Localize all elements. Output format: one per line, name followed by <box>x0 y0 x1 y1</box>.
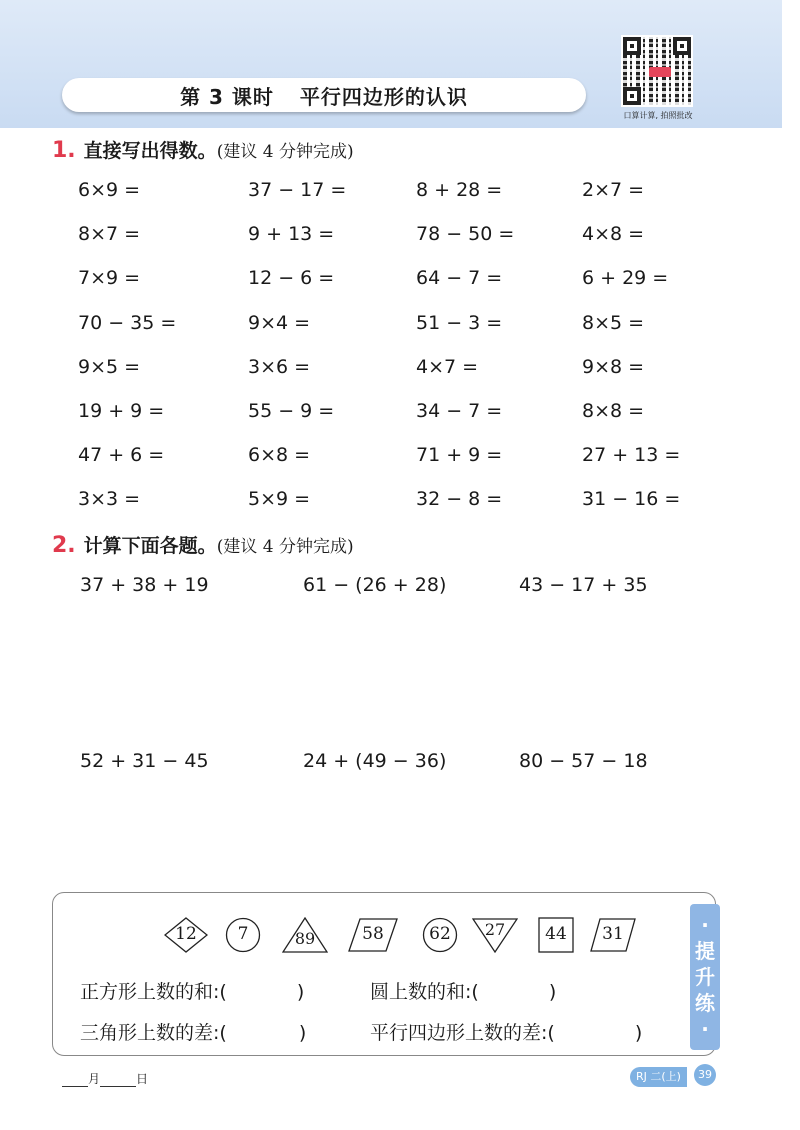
oral-item: 64 − 7 = <box>416 267 503 290</box>
oral-item: 3×6 = <box>248 355 311 378</box>
oral-item: 47 + 6 = <box>78 444 165 467</box>
calc-problem: 37 + 38 + 19 <box>80 574 209 596</box>
shape-value: 44 <box>545 924 567 944</box>
parallelogram-icon <box>348 917 398 953</box>
lesson-title: 平行四边形的认识 <box>299 84 468 109</box>
close-paren: ) <box>298 1022 307 1044</box>
calc-problem: 24 + (49 − 36) <box>303 750 447 772</box>
section-2-number: 2. <box>52 533 76 558</box>
oral-arithmetic-grid <box>78 172 718 526</box>
oral-item: 71 + 9 = <box>416 444 503 467</box>
oral-item: 8×8 = <box>582 399 645 422</box>
oral-item: 8 + 28 = <box>416 179 503 201</box>
section-1-number: 1. <box>52 138 76 163</box>
side-tab-char: 练 <box>695 991 715 1015</box>
section-1-note: (建议 4 分钟完成) <box>216 142 354 162</box>
oral-item: 3×3 = <box>78 488 141 511</box>
qr-caption: 口算计算, 拍照批改 <box>623 111 693 120</box>
oral-item: 32 − 8 = <box>416 488 503 511</box>
calc-problem: 52 + 31 − 45 <box>80 750 209 772</box>
oral-item: 6×9 = <box>78 179 141 201</box>
shape-value: 12 <box>175 924 197 944</box>
circle-icon <box>420 917 460 953</box>
section-2-note: (建议 4 分钟完成) <box>216 537 354 557</box>
question-label: 圆上数的和:( <box>370 981 479 1003</box>
oral-item: 19 + 9 = <box>78 399 165 422</box>
question-label: 平行四边形上数的差:( <box>370 1022 555 1044</box>
lesson-title-bar <box>62 78 586 112</box>
edition-badge: RJ 二(上) <box>630 1067 687 1087</box>
oral-item: 2×7 = <box>582 179 645 201</box>
qr-code-icon[interactable] <box>621 35 693 107</box>
oral-item: 55 − 9 = <box>248 399 335 422</box>
inverted-triangle-icon <box>472 917 518 953</box>
calc-problem: 80 − 57 − 18 <box>519 750 648 772</box>
oral-item: 27 + 13 = <box>582 444 681 467</box>
oral-item: 78 − 50 = <box>416 223 515 246</box>
section-2-heading: 计算下面各题。 <box>83 535 217 557</box>
question-label: 三角形上数的差:( <box>80 1022 227 1044</box>
side-tab-char: 提 <box>695 939 715 963</box>
triangle-icon <box>282 917 328 953</box>
side-tab-char: 升 <box>695 965 715 989</box>
shape-value: 89 <box>294 929 316 948</box>
oral-item: 9 + 13 = <box>248 223 335 246</box>
question-triangle-diff <box>80 1018 306 1045</box>
close-paren: ) <box>548 981 557 1003</box>
oral-item: 6×8 = <box>248 444 311 467</box>
date-field <box>62 1070 148 1087</box>
question-square-sum <box>80 977 304 1004</box>
oral-item: 70 − 35 = <box>78 311 177 334</box>
page-number: 39 <box>694 1064 716 1086</box>
oral-item: 8×7 = <box>78 223 141 246</box>
day-label: 日 <box>136 1072 149 1086</box>
parallelogram-icon <box>590 917 636 953</box>
question-parallelogram-diff <box>370 1018 642 1045</box>
oral-item: 8×5 = <box>582 311 645 334</box>
oral-item: 9×4 = <box>248 311 311 334</box>
oral-item: 5×9 = <box>248 488 311 511</box>
oral-item: 9×8 = <box>582 355 645 378</box>
section-1-title <box>52 136 354 163</box>
month-label: 月 <box>88 1072 101 1086</box>
square-icon <box>538 917 574 953</box>
shape-value: 31 <box>602 924 624 944</box>
lesson-number: 第 3 课时 <box>180 84 274 109</box>
oral-item: 34 − 7 = <box>416 399 503 422</box>
side-tab-dot: · <box>701 1017 709 1041</box>
circle-icon <box>224 917 262 953</box>
side-tab-practice <box>690 904 720 1050</box>
oral-item: 9×5 = <box>78 355 141 378</box>
oral-item: 6 + 29 = <box>582 267 669 290</box>
section-2-title <box>52 531 354 558</box>
shape-value: 27 <box>484 920 506 939</box>
calc-problem: 61 − (26 + 28) <box>303 574 447 596</box>
section-1-heading: 直接写出得数。 <box>83 140 217 162</box>
oral-item: 7×9 = <box>78 267 141 290</box>
close-paren: ) <box>296 981 305 1003</box>
side-tab-dot: · <box>701 913 709 937</box>
question-circle-sum <box>370 977 556 1004</box>
calc-problem: 43 − 17 + 35 <box>519 574 648 596</box>
oral-item: 51 − 3 = <box>416 311 503 334</box>
shape-value: 62 <box>429 924 451 944</box>
oral-item: 4×8 = <box>582 223 645 246</box>
close-paren: ) <box>634 1022 643 1044</box>
shape-value: 58 <box>362 924 384 944</box>
oral-item: 12 − 6 = <box>248 267 335 290</box>
oral-item: 4×7 = <box>416 355 479 378</box>
question-label: 正方形上数的和:( <box>80 981 227 1003</box>
oral-item: 31 − 16 = <box>582 488 681 511</box>
shape-value: 7 <box>237 924 249 944</box>
oral-item: 37 − 17 = <box>248 179 347 201</box>
diamond-icon <box>164 917 208 953</box>
